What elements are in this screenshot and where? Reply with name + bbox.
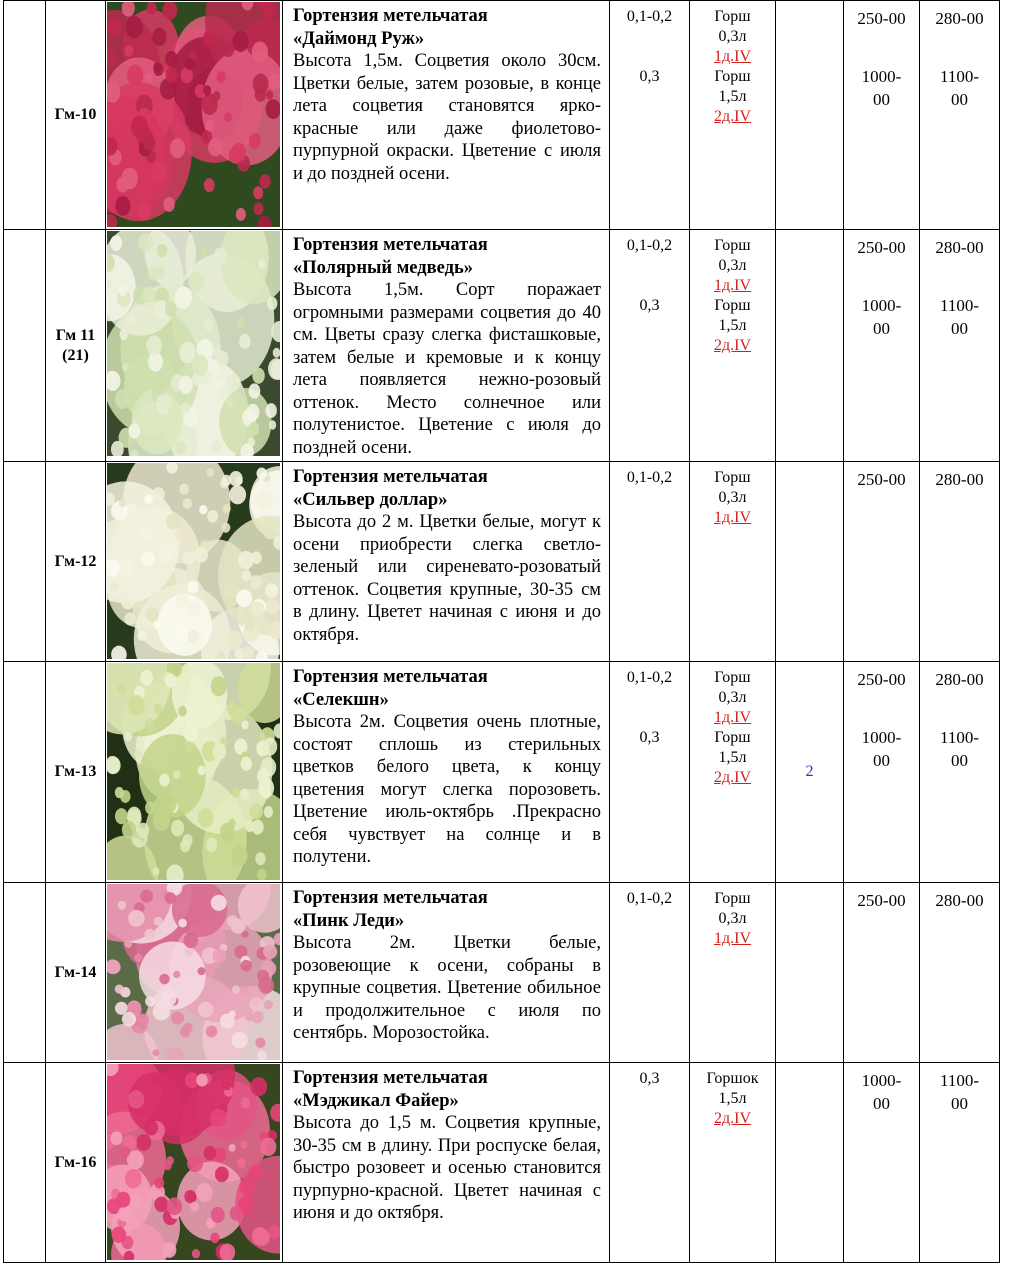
size-cell	[610, 462, 690, 662]
price-a-cell	[844, 230, 920, 462]
quantity-cell	[776, 1063, 844, 1263]
pot-cell	[690, 662, 776, 883]
price-a-cell	[844, 883, 920, 1063]
pot-cell	[690, 883, 776, 1063]
description-cell	[283, 230, 610, 462]
row-number-cell	[4, 662, 46, 883]
product-code: Гм-12	[54, 552, 97, 570]
pot-volume: 0,3л	[718, 489, 747, 506]
size-value: 0,3	[639, 68, 660, 85]
product-code-cell	[46, 1063, 106, 1263]
price-value: 280-00	[935, 9, 984, 28]
price-value: 250-00	[857, 891, 906, 910]
row-number-cell	[4, 1, 46, 230]
row-number-cell	[4, 230, 46, 462]
product-description: Высота до 1,5 м. Соцветия крупные, 30-35 см в длину. При роспуске белая, быстро розовеет и осенью становится пурпурно-красной. Цветет начиная с июня и до октября.	[293, 1113, 601, 1223]
photo-cream	[107, 463, 280, 659]
price-value: 250-00	[857, 670, 906, 689]
product-code: Гм-16	[54, 1153, 97, 1171]
product-title: Гортензия метельчатая	[293, 467, 488, 487]
size-value: 0,3	[639, 1070, 660, 1087]
product-code-cell	[46, 462, 106, 662]
size-value: 0,3	[639, 729, 660, 746]
delivery-link[interactable]: 1д.IV	[713, 709, 752, 726]
product-code-cell	[46, 662, 106, 883]
row-number-cell	[4, 462, 46, 662]
photo-lime	[107, 663, 280, 880]
photo-cell	[106, 230, 283, 462]
product-title: Гортензия метельчатая	[293, 6, 488, 26]
description-cell	[283, 1, 610, 230]
product-code: Гм-13	[54, 763, 97, 780]
product-variety: «Селекшн»	[293, 689, 389, 710]
size-cell	[610, 1, 690, 230]
photo-cell	[106, 883, 283, 1063]
price-b-cell	[920, 1, 1000, 230]
quantity-cell	[776, 883, 844, 1063]
pot-cell	[690, 230, 776, 462]
row-number-cell	[4, 883, 46, 1063]
quantity-cell	[776, 662, 844, 883]
product-variety: «Даймонд Руж»	[293, 28, 425, 49]
product-row	[4, 662, 1000, 883]
delivery-link[interactable]: 2д.IV	[713, 108, 752, 125]
size-value: 0,1-0,2	[626, 469, 673, 486]
price-b-cell	[920, 883, 1000, 1063]
price-value: 250-00	[857, 9, 906, 28]
pot-name: Горш	[714, 68, 751, 85]
size-value: 0,1-0,2	[626, 890, 673, 907]
product-row	[4, 1, 1000, 230]
product-description: Высота 1,5м. Соцветия около 30см. Цветки белые, затем розовые, в конце лета соцветия становятся ярко-красные или даже фиолетово-пурпурной окраски. Цветение с июля и до поздней осени.	[293, 51, 601, 184]
price-value: 250-00	[857, 238, 906, 257]
pot-volume: 0,3л	[718, 257, 747, 274]
catalog-table	[3, 0, 1000, 1263]
price-value: 1100-00	[939, 67, 980, 109]
price-a-cell	[844, 662, 920, 883]
pot-volume: 1,5л	[718, 749, 747, 766]
product-code: Гм-14	[54, 963, 97, 981]
product-code: Гм 11 (21)	[55, 326, 96, 364]
description-cell	[283, 462, 610, 662]
pot-volume: 1,5л	[718, 1090, 747, 1107]
size-value: 0,1-0,2	[626, 8, 673, 25]
photo-cell	[106, 1063, 283, 1263]
description-cell	[283, 1063, 610, 1263]
pot-volume: 0,3л	[718, 910, 747, 927]
photo-cell	[106, 662, 283, 883]
row-number-cell	[4, 1063, 46, 1263]
pot-cell	[690, 1, 776, 230]
pot-name: Горшок	[706, 1070, 759, 1087]
price-value: 1100-00	[939, 1071, 980, 1113]
size-cell	[610, 883, 690, 1063]
delivery-link[interactable]: 2д.IV	[713, 337, 752, 354]
product-code-cell	[46, 883, 106, 1063]
product-row	[4, 462, 1000, 662]
product-title: Гортензия метельчатая	[293, 888, 488, 908]
pot-name: Горш	[714, 8, 751, 25]
photo-red	[107, 2, 280, 227]
pot-volume: 0,3л	[718, 689, 747, 706]
product-description: Высота 1,5м. Сорт поражает огромными размерами соцветия до 40 см. Цветы сразу слегка фисташковые, затем белые и кремовые и к концу лета появляется нежно-розовый оттенок. Место солнечное или полутенистое. Цветение с июля до поздней осени.	[293, 280, 601, 458]
quantity-cell	[776, 1, 844, 230]
quantity-cell	[776, 230, 844, 462]
pot-cell	[690, 462, 776, 662]
pot-name: Горш	[714, 890, 751, 907]
price-b-cell	[920, 662, 1000, 883]
price-value: 1000-00	[861, 67, 902, 109]
photo-cell	[106, 462, 283, 662]
pot-name: Горш	[714, 729, 751, 746]
product-description: Высота 2м. Соцветия очень плотные, состоят сплошь из стерильных цветков белого цвета, к концу цветения могут слегка порозоветь. Цветение июль-октябрь .Прекрасно себя чувствует на солнце и в полутени.	[293, 712, 601, 867]
product-code-cell	[46, 230, 106, 462]
photo-cell	[106, 1, 283, 230]
price-a-cell	[844, 1, 920, 230]
price-value: 1100-00	[939, 296, 980, 338]
product-title: Гортензия метельчатая	[293, 235, 488, 255]
pot-cell	[690, 1063, 776, 1263]
product-variety: «Полярный медведь»	[293, 257, 473, 278]
delivery-link[interactable]: 1д.IV	[713, 509, 752, 526]
price-value: 250-00	[857, 470, 906, 489]
price-value: 280-00	[935, 891, 984, 910]
price-value: 280-00	[935, 670, 984, 689]
size-cell	[610, 230, 690, 462]
product-code-cell	[46, 1, 106, 230]
price-value: 280-00	[935, 238, 984, 257]
product-variety: «Мэджикал Файер»	[293, 1090, 459, 1111]
quantity-cell	[776, 462, 844, 662]
size-cell	[610, 662, 690, 883]
pot-name: Горш	[714, 297, 751, 314]
size-value: 0,1-0,2	[626, 237, 673, 254]
delivery-link[interactable]: 1д.IV	[713, 277, 752, 294]
pot-volume: 1,5л	[718, 88, 747, 105]
price-value: 280-00	[935, 470, 984, 489]
pot-name: Горш	[714, 669, 751, 686]
delivery-link[interactable]: 2д.IV	[713, 769, 752, 786]
price-a-cell	[844, 462, 920, 662]
photo-greenwhite	[107, 231, 280, 456]
price-value: 1000-00	[861, 1071, 902, 1113]
pot-volume: 1,5л	[718, 317, 747, 334]
price-value: 1100-00	[939, 728, 980, 770]
product-variety: «Сильвер доллар»	[293, 489, 448, 510]
delivery-link[interactable]: 1д.IV	[713, 930, 752, 947]
product-row	[4, 230, 1000, 462]
product-description: Высота 2м. Цветки белые, розовеющие к осени, собраны в крупные соцветия. Цветение обильное и продолжительное с июля по сентябрь. Морозостойка.	[293, 933, 601, 1043]
price-b-cell	[920, 1063, 1000, 1263]
price-value: 1000-00	[861, 296, 902, 338]
quantity-value: 2	[805, 763, 814, 780]
price-value: 1000-00	[861, 728, 902, 770]
photo-pink	[107, 884, 280, 1060]
pot-name: Горш	[714, 469, 751, 486]
product-row	[4, 883, 1000, 1063]
photo-magenta	[107, 1064, 280, 1260]
price-a-cell	[844, 1063, 920, 1263]
size-value: 0,1-0,2	[626, 669, 673, 686]
pot-name: Горш	[714, 237, 751, 254]
product-title: Гортензия метельчатая	[293, 1068, 488, 1088]
product-row	[4, 1063, 1000, 1263]
product-code: Гм-10	[54, 106, 97, 123]
delivery-link[interactable]: 1д.IV	[713, 48, 752, 65]
delivery-link[interactable]: 2д.IV	[713, 1110, 752, 1127]
product-title: Гортензия метельчатая	[293, 667, 488, 687]
size-value: 0,3	[639, 297, 660, 314]
price-b-cell	[920, 230, 1000, 462]
description-cell	[283, 662, 610, 883]
price-b-cell	[920, 462, 1000, 662]
pot-volume: 0,3л	[718, 28, 747, 45]
product-variety: «Пинк Леди»	[293, 910, 405, 931]
size-cell	[610, 1063, 690, 1263]
product-description: Высота до 2 м. Цветки белые, могут к осени приобрести слегка светло-зеленый или сиреневато-розоватый оттенок. Соцветия крупные, 30-35 см в длину. Цветет начиная с июня и до октября.	[293, 512, 601, 645]
description-cell	[283, 883, 610, 1063]
